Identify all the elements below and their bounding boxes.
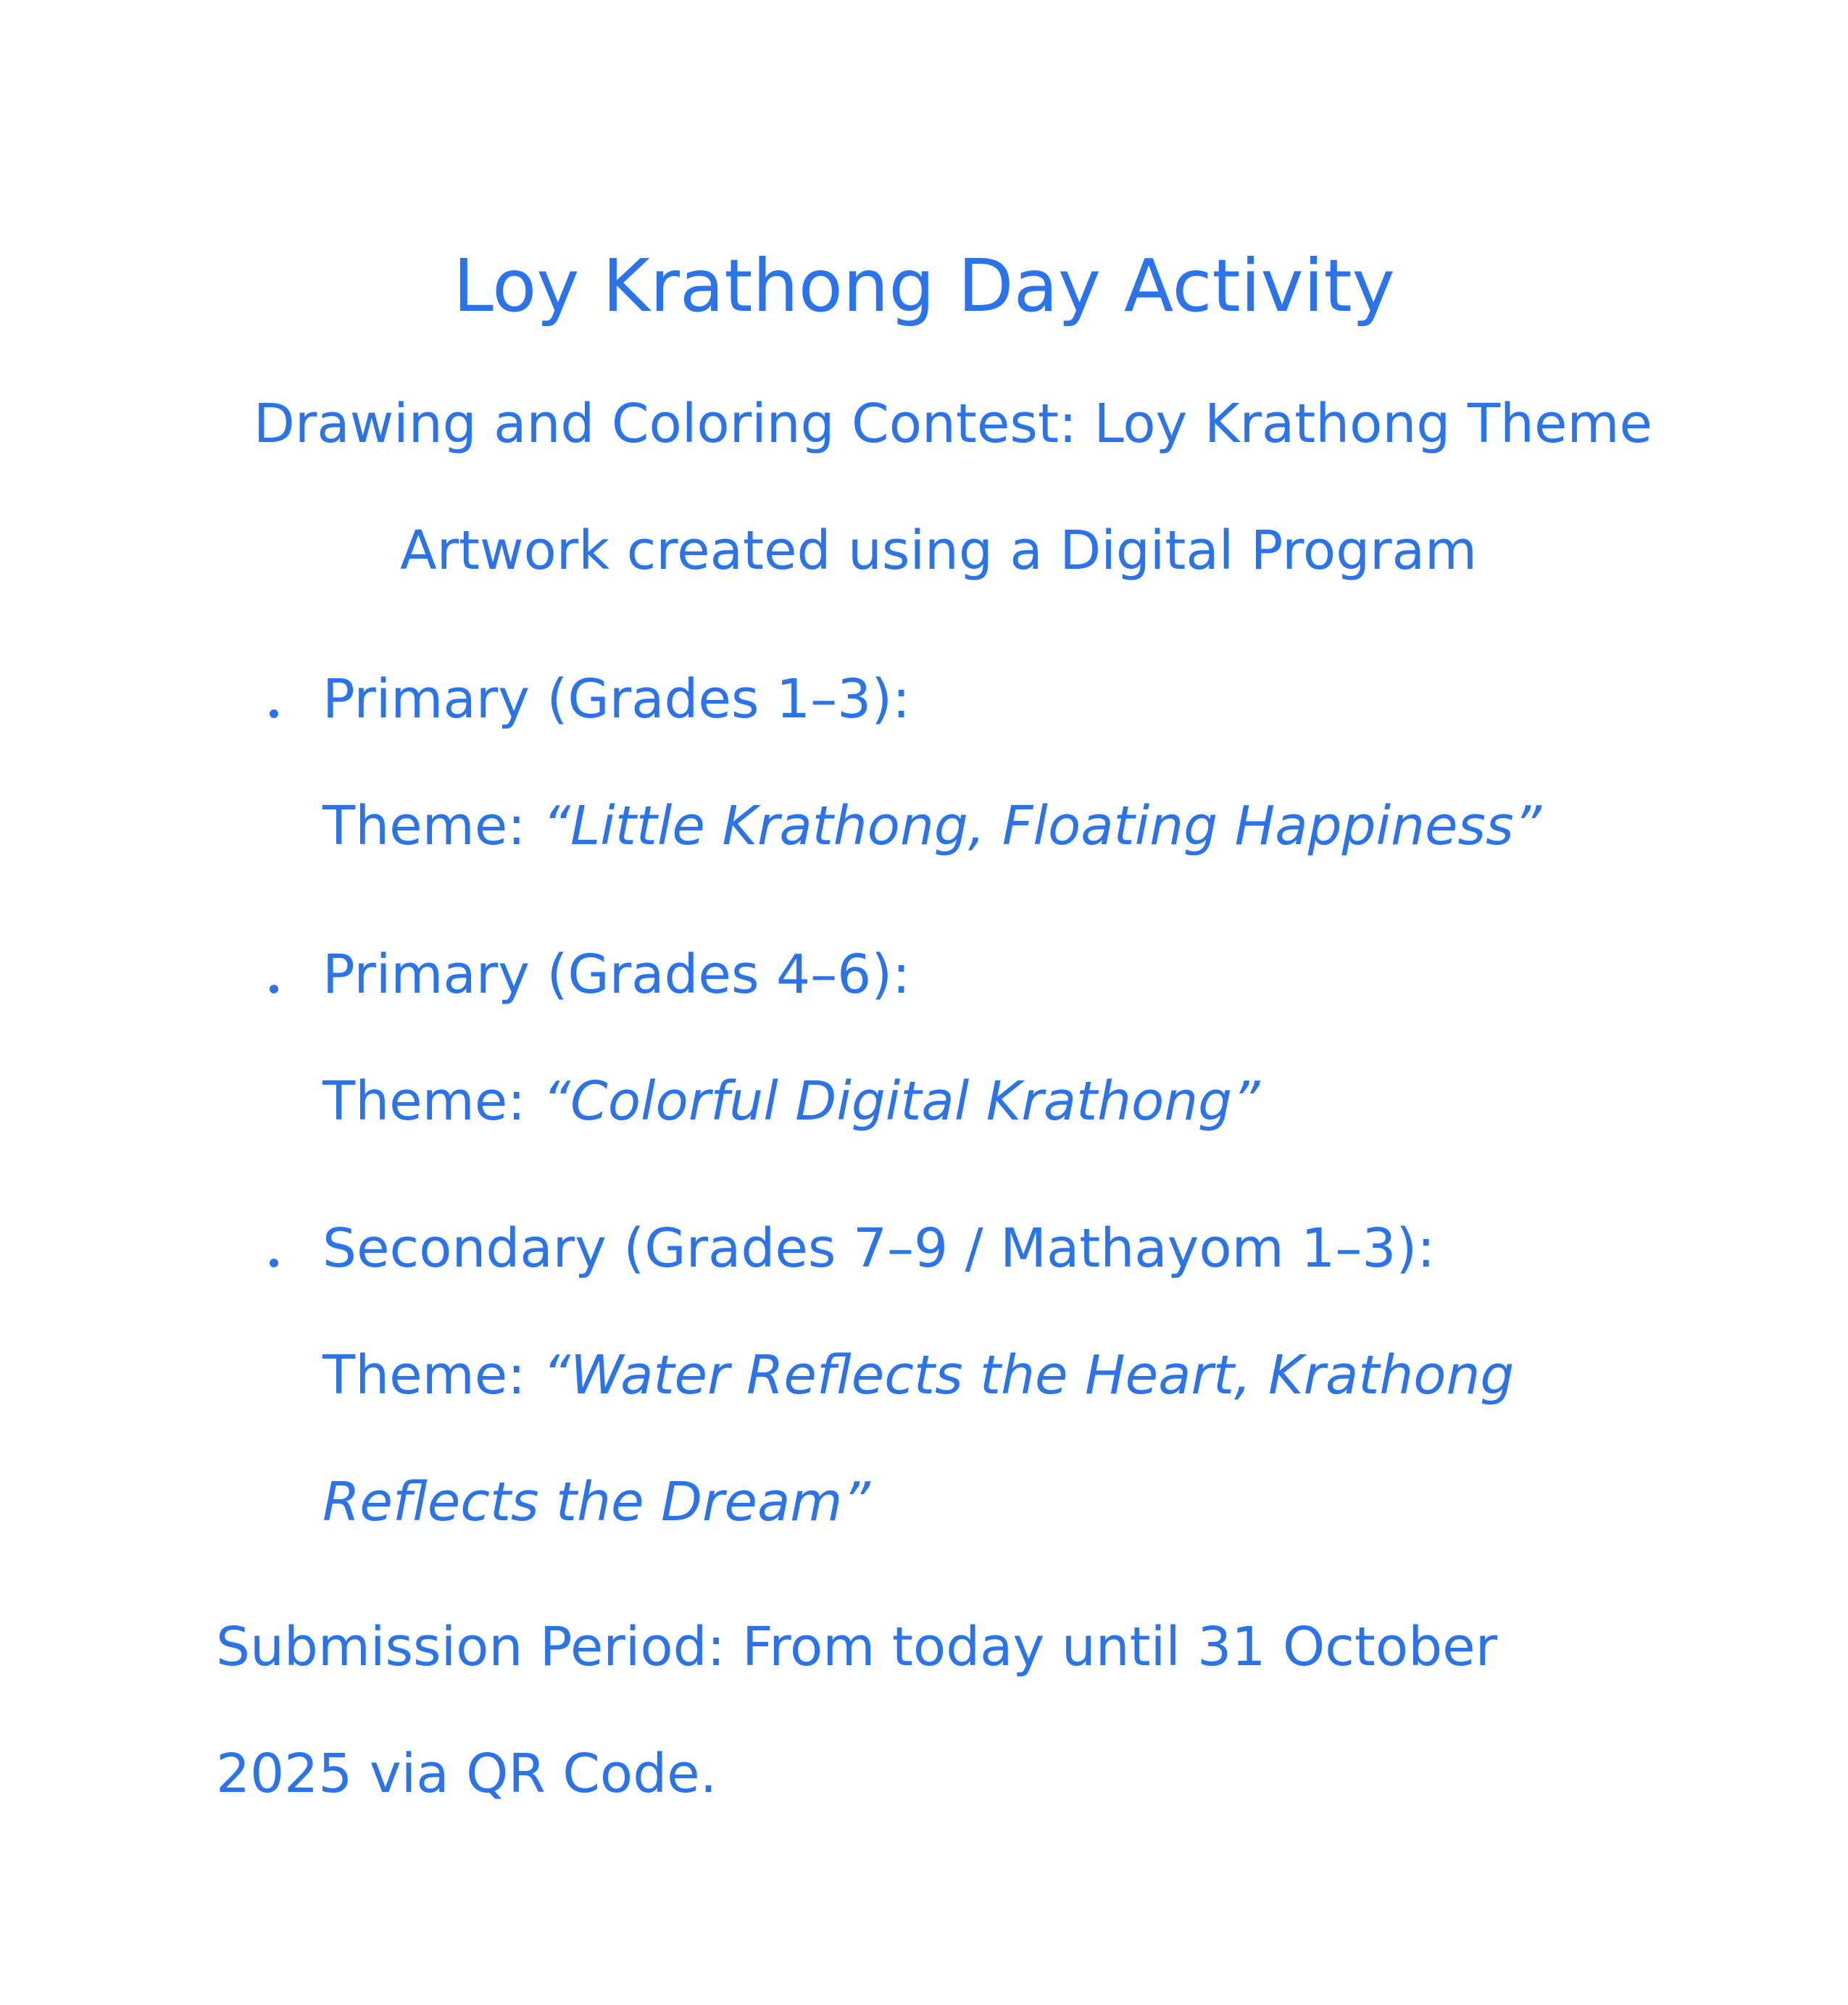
submission-method: 2025 via QR Code. — [216, 1743, 717, 1805]
category-theme — [322, 786, 1541, 866]
theme-prefix: Theme: — [322, 1070, 543, 1133]
category-label: Primary (Grades 1–3): — [322, 668, 911, 730]
contest-subtitle: Drawing and Coloring Contest: Loy Krathong Theme — [253, 393, 1653, 455]
theme-value-continued: Reflects the Dream” — [322, 1471, 870, 1533]
medium-subtitle: Artwork created using a Digital Program — [399, 520, 1478, 582]
bullet-icon — [270, 985, 278, 993]
bullet-icon — [270, 1259, 278, 1267]
theme-value: “Colorful Digital Krathong” — [542, 1070, 1260, 1133]
page-title: Loy Krathong Day Activity — [453, 243, 1395, 328]
theme-value: “Little Krathong, Floating Happiness” — [542, 795, 1541, 857]
category-theme — [322, 1335, 1514, 1415]
category-theme — [322, 1062, 1260, 1141]
theme-prefix: Theme: — [322, 795, 543, 857]
category-label: Secondary (Grades 7–9 / Mathayom 1–3): — [322, 1217, 1436, 1280]
theme-value: “Water Reflects the Heart, Krathong — [542, 1344, 1515, 1406]
submission-period: Submission Period: From today until 31 October — [216, 1616, 1498, 1678]
theme-prefix: Theme: — [322, 1344, 543, 1406]
category-label: Primary (Grades 4–6): — [322, 943, 911, 1006]
bullet-icon — [270, 709, 278, 718]
